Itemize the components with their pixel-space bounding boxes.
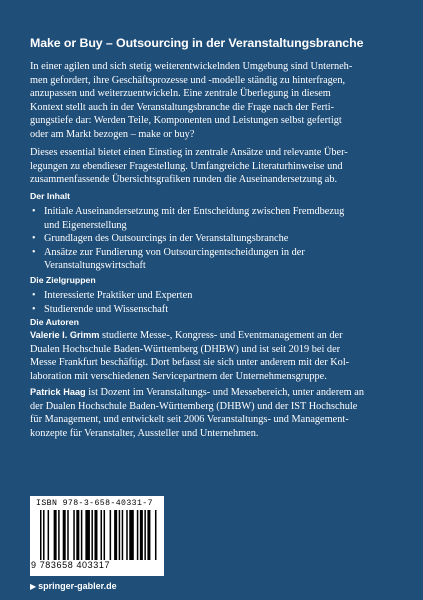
isbn-text: ISBN 978-3-658-40331-7 <box>36 499 153 508</box>
barcode-bar <box>91 510 93 560</box>
barcode-bar <box>110 510 112 560</box>
essential-line: legungen zu ebendieser Fragestellung. Umfangreiche Literaturhinweise und <box>30 160 343 172</box>
barcode-label <box>30 496 164 576</box>
intro-line: anzupassen und weiterzuentwickeln. Eine zentrale Überlegung in diesem <box>30 88 331 100</box>
target-groups-heading: Die Zielgruppen <box>30 275 96 285</box>
list-item-text: Initiale Auseinandersetzung mit der Entscheidung zwischen Fremdbezug <box>44 206 345 217</box>
barcode-bar <box>76 510 79 560</box>
barcode-bar <box>73 510 75 560</box>
author1-line: laboration mit verschiedenen Servicepartnern der Unternehmensgruppe. <box>30 370 327 382</box>
intro-line: gungstiefe dar: Werden Teile, Komponenten und Leistungen selbst gefertigt <box>30 115 342 127</box>
barcode-bar <box>63 510 66 560</box>
barcode-bar <box>126 510 128 560</box>
intro-paragraph <box>30 60 405 142</box>
barcode-bar <box>67 510 69 560</box>
list-item <box>30 232 405 246</box>
barcode-bar <box>104 510 106 560</box>
list-item-text: Interessierte Praktiker und Experten <box>44 290 193 301</box>
barcode-bar <box>119 510 121 560</box>
intro-line: In einer agilen und sich stetig weiterentwickelnden Umgebung sind Unterneh- <box>30 61 353 72</box>
barcode-bar <box>122 510 124 560</box>
barcode-bar <box>85 510 90 560</box>
barcode-bar <box>129 510 134 560</box>
barcode-bar <box>144 510 146 560</box>
barcode-bar <box>40 510 42 560</box>
author1-name: Valerie I. Grimm <box>30 330 100 340</box>
barcode-digits: 9 783658 403317 <box>31 560 111 570</box>
essential-line: zusammenfassende Übersichtsgrafiken runden die Auseinandersetzung ab. <box>30 174 338 186</box>
arrow-right-icon: ▶ <box>30 582 37 591</box>
barcode-bar <box>54 510 57 560</box>
list-item-text: Veranstaltungswirtschaft <box>44 260 146 272</box>
essential-line: Dieses essential bietet einen Einstieg in zentrale Ansätze und relevante Über- <box>30 147 348 158</box>
list-item-text: Grundlagen des Outsourcings in der Veranstaltungsbranche <box>44 233 289 245</box>
bullet-icon: • <box>32 206 36 217</box>
author1-line: Messe Frankfurt beschäftigt. Dort befasst sie sich unter anderem mit der Kol- <box>30 357 350 369</box>
authors-heading: Die Autoren <box>30 317 79 327</box>
list-item <box>30 246 405 273</box>
barcode-bar <box>114 510 117 560</box>
barcode-bar <box>101 510 103 560</box>
book-title: Make or Buy – Outsourcing in der Veranstaltungsbranche <box>30 36 364 50</box>
barcode-bar <box>58 510 60 560</box>
list-item <box>30 289 405 303</box>
author2-line: der Dualen Hochschule Baden-Württemberg (DHBW) und der IST Hochschule <box>30 400 358 412</box>
list-item-text: Ansätze zur Fundierung von Outsourcingentscheidungen in der <box>44 246 305 258</box>
content-heading: Der Inhalt <box>30 191 71 201</box>
barcode-bar <box>137 510 139 560</box>
barcode-bar <box>155 510 157 560</box>
author1-line: Dualen Hochschule Baden-Württemberg (DHBW) und ist seit 2019 bei der <box>30 343 341 355</box>
barcode-bar <box>43 510 45 560</box>
barcode-bar <box>147 510 150 560</box>
publisher-link[interactable] <box>30 581 117 591</box>
bullet-icon: • <box>32 290 36 301</box>
authors-section <box>30 316 405 383</box>
essential-paragraph <box>30 146 405 187</box>
bullet-icon: • <box>32 233 36 245</box>
content-section <box>30 190 405 273</box>
bullet-icon: • <box>32 246 36 258</box>
author2-line: konzepte für Veranstalter, Aussteller und Unternehmen. <box>30 427 259 439</box>
author2-line: für Management, und entwickelt seit 2006 Veranstaltungs- und Management- <box>30 414 349 426</box>
intro-line: Kontext stellt auch in der Veranstaltungsbranche die Frage nach der Ferti- <box>30 101 335 113</box>
target-groups-section <box>30 274 405 316</box>
author2-name: Patrick Haag <box>30 387 86 397</box>
list-item-text: Studierende und Wissenschaft <box>44 303 169 315</box>
list-item <box>30 205 405 232</box>
author2-bio: Patrick Haag ist Dozent im Veranstaltungs- und Messebereich, unter anderem an der Dualen Hochschule Baden-Württemberg (DHBW) und der IST Hochschule für Management, und entwickelt seit 2006 Veranstaltungs- und Management- konzepte für Veranstalter, Aussteller und Unternehmen. <box>30 386 405 440</box>
bullet-icon: • <box>32 303 36 315</box>
barcode-bar <box>94 510 97 560</box>
intro-line: oder am Markt bezogen – make or buy? <box>30 128 195 140</box>
author1-bio: Valerie I. Grimm studierte Messe-, Kongress- und Eventmanagement an der Dualen Hochschule Baden-Württemberg (DHBW) und ist seit 2019 bei der Messe Frankfurt beschäftigt. Dort befasst sie sich unter anderem mit der Kol- laboration mit verschiedenen Servicepartnern der Unternehmensgruppe. <box>30 329 405 383</box>
barcode-bars <box>40 510 158 560</box>
publisher-url: springer-gabler.de <box>38 581 117 591</box>
author2-block <box>30 386 405 440</box>
list-item-text: und Eigenerstellung <box>44 219 127 231</box>
intro-line: men gefordert, ihre Geschäftsprozesse und -modelle ständig zu hinterfragen, <box>30 74 346 86</box>
barcode-bar <box>48 510 50 560</box>
barcode-bar <box>81 510 83 560</box>
barcode-bar <box>140 510 143 560</box>
list-item <box>30 303 405 317</box>
